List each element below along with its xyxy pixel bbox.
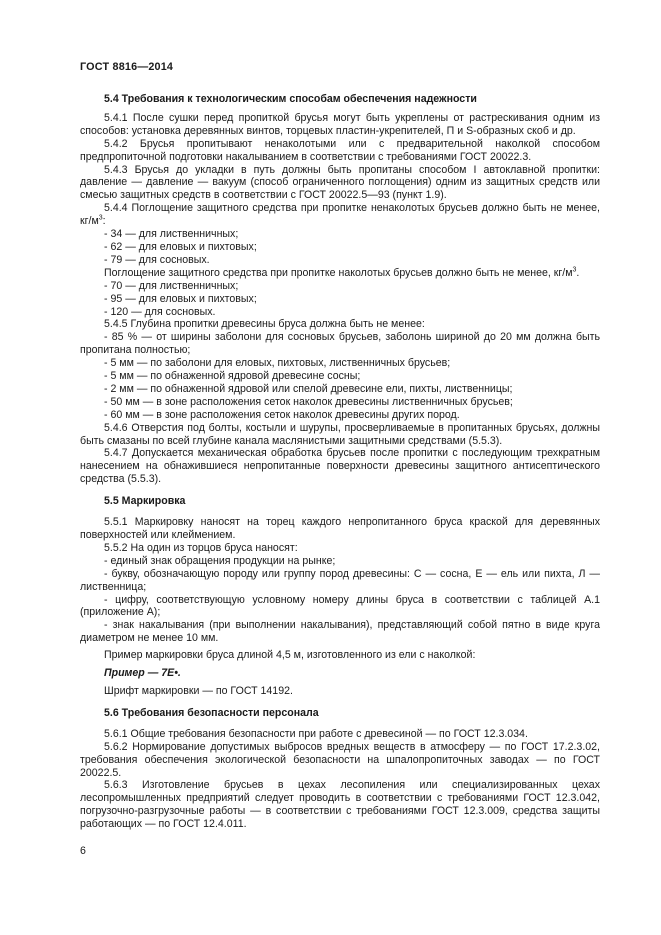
section-heading-5-6: 5.6 Требования безопасности персонала — [104, 706, 319, 719]
clause-5-4-4-pricked-end: . — [576, 266, 580, 279]
clause-5-4-3: 5.4.3 Брусья до укладки в путь должны быть пропитаны способом I автоклавной пропитки: давление — давление — вакуум (способ ограниченного поглощения) одним из защитных средств или смесью защитных средств в соответствии с ГОСТ 20022.5—93 (пункт 1.9). — [80, 163, 600, 202]
unit-superscript: 3 — [572, 266, 577, 274]
list-item: - 50 мм — в зоне расположения сеток наколок древесины лиственничных брусьев; — [104, 395, 513, 408]
section-heading-5-5: 5.5 Маркировка — [104, 495, 186, 508]
clause-5-4-4-end: : — [102, 215, 106, 228]
list-item: - 34 — для лиственничных; — [104, 228, 239, 241]
list-item: - 5 мм — по заболони для еловых, пихтовых, лиственничных брусьев; — [104, 357, 451, 370]
list-item: - 79 — для сосновых. — [104, 253, 210, 266]
list-item-wrapped: - 85 % — от ширины заболони для сосновых брусьев, заболонь шириной до 20 мм должна быть пропитана полностью; — [80, 331, 600, 357]
clause-5-4-7: 5.4.7 Допускается механическая обработка брусьев после пропитки с последующим трехкратным нанесением на обнажившиеся непропитанные поверхности древесины защитного антисептического средства (5.5.3). — [80, 447, 600, 486]
clause-5-4-4-text: 5.4.4 Поглощение защитного средства при пропитке ненаколотых брусьев должно быть не менее, кг/м — [80, 202, 600, 228]
section-heading-5-4: 5.4 Требования к технологическим способам обеспечения надежности — [104, 93, 477, 105]
clause-marking-font: Шрифт маркировки — по ГОСТ 14192. — [104, 684, 293, 697]
list-item: - единый знак обращения продукции на рынке; — [104, 554, 336, 567]
clause-5-4-5: 5.4.5 Глубина пропитки древесины бруса должна быть не менее: — [104, 318, 425, 331]
list-item: - 95 — для еловых и пихтовых; — [104, 292, 257, 305]
clause-5-6-1: 5.6.1 Общие требования безопасности при работе с древесиной — по ГОСТ 12.3.034. — [104, 727, 528, 740]
list-item: - 2 мм — по обнаженной ядровой или спелой древесине ели, пихты, лиственницы; — [104, 382, 513, 395]
list-item: - 62 — для еловых и пихтовых; — [104, 240, 257, 253]
list-item-wrapped: - букву, обозначающую породу или группу пород древесины: С — сосна, Е — ель или пихта, Л — лиственница; — [80, 567, 600, 593]
list-item: - 70 — для лиственничных; — [104, 279, 239, 292]
clause-5-4-4-pricked-text: Поглощение защитного средства при пропитке наколотых брусьев должно быть не менее, кг/м — [104, 266, 573, 279]
list-item-wrapped: - знак накалывания (при выполнении накалывания), представляющий собой пятно в виде круга диаметром не менее 10 мм. — [80, 619, 600, 645]
clause-5-4-2: 5.4.2 Брусья пропитывают ненаколотыми или с предварительной наколкой способом предпропиточной подготовки накалыванием в соответствии с требованиями ГОСТ 20022.3. — [80, 137, 600, 163]
document-code-header: ГОСТ 8816—2014 — [80, 61, 174, 73]
unit-superscript: 3 — [98, 214, 103, 222]
list-item: - 120 — для сосновых. — [104, 305, 216, 318]
marking-example-intro: Пример маркировки бруса длиной 4,5 м, изготовленного из ели с наколкой: — [104, 649, 476, 662]
marking-example: Пример — 7Е•. — [104, 667, 181, 680]
list-item: - 60 мм — в зоне расположения сеток наколок древесины других пород. — [104, 408, 460, 421]
clause-5-5-1: 5.5.1 Маркировку наносят на торец каждого непропитанного бруса краской для деревянных поверхностей или клеймением. — [80, 516, 600, 541]
clause-5-4-6: 5.4.6 Отверстия под болты, костыли и шурупы, просверливаемые в пропитанных брусьях, должны быть смазаны по всей глубине канала маслянистыми защитными средствами (5.5.3). — [80, 421, 600, 447]
list-item: - 5 мм — по обнаженной ядровой древесине сосны; — [104, 370, 361, 383]
clause-5-4-4 — [80, 202, 600, 228]
clause-5-4-1: 5.4.1 После сушки перед пропиткой брусья могут быть укреплены от растрескивания одним из способов: установка деревянных винтов, торцевых пластин-укрепителей, П и S-образных скоб и др. — [80, 111, 600, 137]
clause-5-4-4-pricked — [80, 267, 600, 280]
clause-5-5-2: 5.5.2 На один из торцов бруса наносят: — [104, 541, 298, 554]
page-content — [80, 93, 600, 831]
clause-5-6-2: 5.6.2 Нормирование допустимых выбросов вредных веществ в атмосферу — по ГОСТ 17.2.3.02, требования обеспечения экологической безопасности на шпалопропиточных заводах — по ГОСТ 20022.5. — [80, 740, 600, 779]
clause-5-6-3: 5.6.3 Изготовление брусьев в цехах лесопиления или специализированных цехах лесопромышленных предприятий следует проводить в соответствии с требованиями ГОСТ 12.3.042, погрузочно-разгрузочные работы — в соответствии с требованиями ГОСТ 12.3.009, средства защиты работающих — по ГОСТ 12.4.011. — [80, 779, 600, 831]
page-number: 6 — [80, 845, 86, 857]
list-item-wrapped: - цифру, соответствующую условному номеру длины бруса в соответствии с таблицей А.1 (приложение А); — [80, 593, 600, 619]
